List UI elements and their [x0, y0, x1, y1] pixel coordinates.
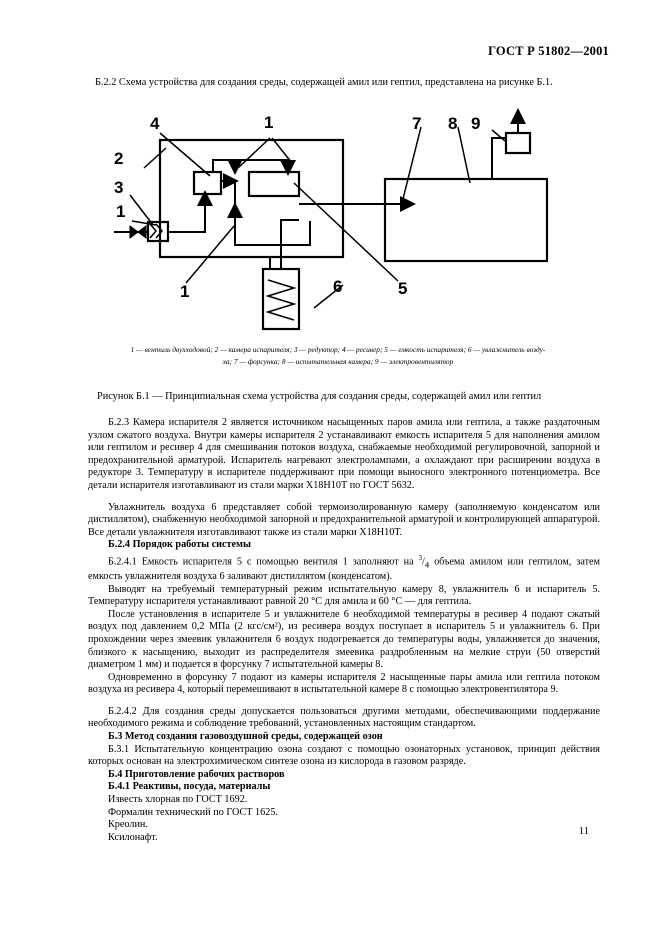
label-4: 4 — [150, 114, 160, 133]
figure-legend — [88, 344, 588, 368]
heading-b4: Б.4 Приготовление рабочих растворов — [108, 768, 285, 780]
fan-box — [506, 133, 530, 153]
test-chamber — [385, 179, 547, 261]
fraction-numerator: 3 — [418, 553, 423, 562]
label-9: 9 — [471, 114, 481, 133]
paragraph-temperature: Выводят на требуемый температурный режим испытательную камеру 8, увлажнитель 6 и испаритель 5. Температуру испарителя устанавливают равной 20 °С для амила и 60 °С — для гептила. — [88, 583, 600, 608]
list-item-chlorine: Известь хлорная по ГОСТ 1692. — [108, 794, 248, 806]
label-8: 8 — [448, 114, 458, 133]
list-item-formalin: Формалин технический по ГОСТ 1625. — [108, 806, 278, 818]
paragraph-air-supply: После установления в испарителе 5 и увлажнителе 6 необходимой температуры в ресивер 4 подают сжатый воздух под давлением 0,2 МПа (2 кгс/см²), из ресивера воздух поступает в испаритель 5 и увлажнитель 6. При прохождении через змеевик увлажнителя 6 воздух подогревается до температуры воды, увлажняется до значения, близкого к насыщению, выходит из распределителя змеевика раздробленным на мелкие струи (50 отверстий диаметром 1 мм) и подается в форсунку 7 испытательной камеры 8. — [88, 608, 600, 671]
list-item-xylonaft: Ксилонафт. — [108, 831, 158, 843]
paragraph-b242: Б.2.4.2 Для создания среды допускается пользоваться другими методами, обеспечивающими поддержание необходимого режима и соблюдение требований, установленных настоящим стандартом. — [88, 705, 600, 730]
label-5: 5 — [398, 279, 408, 298]
label-6: 6 — [333, 277, 343, 296]
fraction-denominator: 4 — [424, 559, 430, 570]
paragraph-humidifier: Увлажнитель воздуха 6 представляет собой термоизолированную камеру (заполняемую конденсатом или дистиллятом), снабженную необходимой запорной и предохранительной арматурой и контролирующей аппаратурой. Все детали увлажнителя изготавливают также из стали марки Х18Н10Т. — [88, 501, 600, 538]
paragraph-b23: Б.2.3 Камера испарителя 2 является источником насыщенных паров амила или гептила, а также раздаточным узлом сжатого воздуха. Внутри камеры испарителя 2 устанавливают емкость испарителя 5 для наполнения амилом или гептилом и ресивер 4 для смешивания потоков воздуха, снабжаемые необходимой регулировочной, запорной и предохранительной арматурой. Испаритель нагревают электролампами, а охлаждают при расширении воздуха в редукторе 3. Температуру в испарителе поддерживают при помощи выносного электронного потенциометра. Все детали испарителя изготавливают из стали марки Х18Н10Т по ГОСТ 5632. — [88, 417, 600, 491]
intro-paragraph: Б.2.2 Схема устройства для создания среды, содержащей амил или гептил, представлена на рисунке Б.1. — [95, 77, 553, 88]
heading-b41: Б.4.1 Реактивы, посуда, материалы — [108, 781, 271, 793]
label-1b: 1 — [116, 202, 126, 221]
label-1c: 1 — [180, 282, 190, 301]
paragraph-b31: Б.3.1 Испытательную концентрацию озона создают с помощью озонаторных установок, принцип действия которых основан на электрохимическом синтезе озона из кислорода в газовом разряде. — [88, 743, 600, 768]
legend-line-1: 1 — вентиль двухходовой; 2 — камера испарителя; 3 — редуктор; 4 — ресивер; 5 — емкость испарителя; 6 — увлажнитель возду- — [130, 345, 546, 354]
figure-caption: Рисунок Б.1 — Принципиальная схема устройства для создания среды, содержащей амил или гептил — [97, 391, 542, 402]
label-7: 7 — [412, 114, 422, 133]
legend-line-2: ха; 7 — форсунка; 8 — испытательная камера; 9 — электровентилятор — [222, 357, 454, 366]
p3-end: объема амилом или гептилом, затем емкость увлажнителя воздуха 6 заливают дистиллятом (конденсатом). — [88, 556, 600, 582]
body-text — [88, 417, 600, 844]
evaporator-tank — [249, 172, 299, 196]
list-item-creolin: Креолин. — [108, 819, 148, 831]
receiver-box — [194, 172, 221, 194]
paragraph-b241: Б.2.4.1 Емкость испарителя 5 с помощью вентиля 1 заполняют на $^3/_4$ объема амилом или гептилом, затем емкость увлажнителя воздуха 6 заливают дистиллятом (конденсатом). — [88, 553, 600, 582]
heading-b24: Б.2.4 Порядок работы системы — [108, 539, 251, 551]
heading-b3: Б.3 Метод создания газовоздушной среды, содержащей озон — [108, 731, 383, 743]
label-3: 3 — [114, 178, 124, 197]
p3-start: Б.2.4.1 Емкость испарителя 5 с помощью вентиля 1 заполняют на — [108, 556, 419, 568]
standard-header: ГОСТ Р 51802—2001 — [488, 44, 609, 58]
paragraph-nozzle: Одновременно в форсунку 7 подают из камеры испарителя 2 насыщенные пары амила или гептила потоком воздуха из ресивера 4, который перемешивают в испытательной камере 8 с помощью электровентилятора 9. — [88, 671, 600, 696]
label-1a: 1 — [264, 113, 274, 132]
label-2: 2 — [114, 149, 124, 168]
page-number: 11 — [578, 826, 589, 837]
scheme-diagram — [100, 108, 570, 343]
